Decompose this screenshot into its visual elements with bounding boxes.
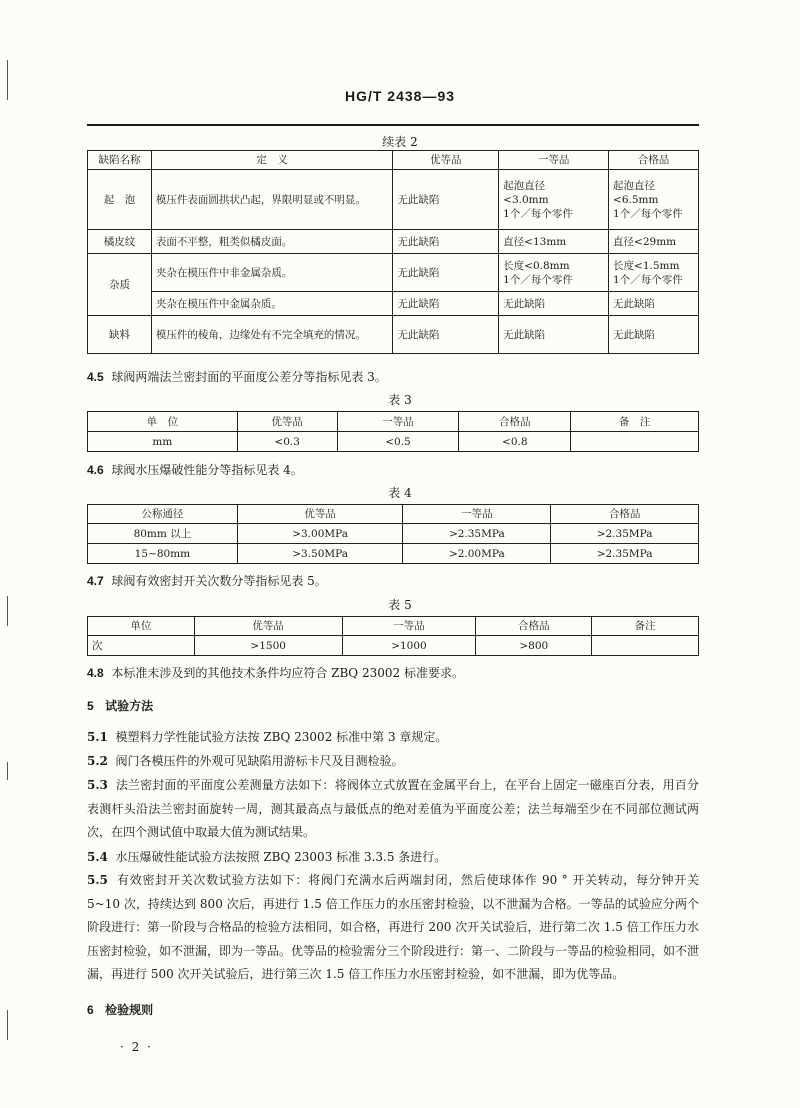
superior-value: 无此缺陷 [393, 254, 499, 292]
superior-value: 无此缺陷 [393, 170, 499, 230]
first-value: 起泡直径 <3.0mm 1个／每个零件 [499, 170, 609, 230]
qualified-value: 无此缺陷 [609, 316, 699, 354]
table3-header-cell: 一等品 [337, 412, 459, 432]
flatness-table [87, 411, 699, 452]
superior-value: 无此缺陷 [393, 316, 499, 354]
section-number: 6 [87, 1003, 94, 1017]
table2-header-cell: 定 义 [151, 151, 392, 170]
section-number: 4.5 [87, 370, 104, 384]
section-number: 5.2 [87, 754, 108, 768]
section-title: 试验方法 [105, 699, 154, 713]
table3-header-cell: 合格品 [459, 412, 571, 432]
burst-pressure-table [87, 504, 699, 564]
defect-table [87, 150, 699, 354]
superior-value: >1500 [194, 636, 342, 656]
table-row [88, 170, 699, 230]
qualified-value: <0.8 [459, 432, 571, 452]
section-number: 4.8 [87, 666, 104, 680]
section-5-5 [87, 869, 699, 987]
table3-caption: 表 3 [388, 393, 412, 407]
superior-value: >3.00MPa [237, 524, 403, 544]
scan-edge-mark [7, 1010, 8, 1040]
superior-value: 无此缺陷 [393, 230, 499, 254]
table5-header-cell: 单位 [88, 617, 195, 636]
table4-header-cell: 一等品 [403, 505, 551, 524]
table3-header-cell: 优等品 [237, 412, 337, 432]
section-5-3 [87, 774, 699, 845]
qualified-value: 起泡直径 <6.5mm 1个／每个零件 [609, 170, 699, 230]
section-5-2 [87, 750, 699, 774]
section-number: 5.3 [87, 778, 108, 792]
table-row [88, 544, 699, 564]
first-value: >2.00MPa [403, 544, 551, 564]
table5-header-cell: 优等品 [194, 617, 342, 636]
section-text: 本标准未涉及到的其他技术条件均应符合 ZBQ 23002 标准要求。 [111, 666, 464, 680]
defect-definition: 模压件表面圆拱状凸起，界限明显或不明显。 [151, 170, 392, 230]
first-value: <0.5 [337, 432, 459, 452]
qualified-value: >2.35MPa [551, 524, 699, 544]
cycles-table [87, 616, 699, 656]
superior-value: <0.3 [237, 432, 337, 452]
scan-edge-mark [7, 762, 8, 780]
table4-header-cell: 优等品 [237, 505, 403, 524]
defect-name: 杂质 [88, 254, 152, 316]
first-value: >1000 [342, 636, 476, 656]
section-text: 球阀有效密封开关次数分等指标见表 5。 [111, 574, 327, 588]
section-text: 球阀水压爆破性能分等指标见表 4。 [111, 463, 303, 477]
table4-header-cell: 合格品 [551, 505, 699, 524]
diameter-cell: 15~80mm [88, 544, 238, 564]
qualified-value: >2.35MPa [551, 544, 699, 564]
section-text: 模塑料力学性能试验方法按 ZBQ 23002 标准中第 3 章规定。 [115, 730, 448, 744]
section-text: 球阀两端法兰密封面的平面度公差分等指标见表 3。 [111, 370, 387, 384]
first-value: 直径<13mm [499, 230, 609, 254]
defect-name: 起 泡 [88, 170, 152, 230]
table-row [88, 230, 699, 254]
section-text: 阀门各模压件的外观可见缺陷用游标卡尺及目测检验。 [115, 754, 404, 768]
qualified-value: 长度<1.5mm 1个／每个零件 [609, 254, 699, 292]
section-4-8 [87, 664, 464, 682]
superior-value: >3.50MPa [237, 544, 403, 564]
section-4-7 [87, 572, 327, 590]
qualified-value: >800 [476, 636, 592, 656]
defect-name: 缺料 [88, 316, 152, 354]
section-number: 5 [87, 699, 94, 713]
section-number: 5.1 [87, 730, 108, 744]
first-value: 无此缺陷 [499, 292, 609, 316]
section-5-4 [87, 846, 699, 870]
note-cell [592, 636, 699, 656]
section-number: 5.5 [87, 873, 108, 887]
section-text: 有效密封开关次数试验方法如下：将阀门充满水后两端封闭，然后使球体作 90 ° 开关转动，每分钟开关 5~10 次，持续达到 800 次后，再进行 1.5 倍工作压力的水压密封检验，以不泄漏为合格。一等品的试验应分两个阶段进行：第一阶段与合格品的检验方法相同，如合格，再进行 200 次开关试验后，进行第二次 1.5 倍工作压力水压密封检验，如不泄漏，即为一等品。优等品的检验需分三个阶段进行：第一、二阶段与一等品的检验相同，如不泄漏，再进行 500 次开关试验后，进行第三次 1.5 倍工作压力水压密封检验，如不泄漏，即为优等品。 [87, 873, 700, 981]
table4-header-cell: 公称通径 [88, 505, 238, 524]
unit-cell: mm [88, 432, 238, 452]
table-row [88, 636, 699, 656]
table5-header-cell: 一等品 [342, 617, 476, 636]
first-value: 无此缺陷 [499, 316, 609, 354]
section-number: 5.4 [87, 850, 108, 864]
section-4-6 [87, 461, 303, 479]
first-value: 长度<0.8mm 1个／每个零件 [499, 254, 609, 292]
section-text: 法兰密封面的平面度公差测量方法如下：将阀体立式放置在金属平台上，在平台上固定一磁座百分表，用百分表测杆头沿法兰密封面旋转一周，测其最高点与最低点的绝对差值为平面度公差；法兰每端至少在不同部位测试两次，在四个测试值中取最大值为测试结果。 [87, 778, 699, 839]
defect-definition: 夹杂在模压件中非金属杂质。 [151, 254, 392, 292]
qualified-value: 无此缺陷 [609, 292, 699, 316]
first-value: >2.35MPa [403, 524, 551, 544]
table3-header-cell: 单 位 [88, 412, 238, 432]
unit-cell: 次 [88, 636, 195, 656]
section-5-1 [87, 726, 699, 750]
section-number: 4.7 [87, 574, 104, 588]
section-text: 水压爆破性能试验方法按照 ZBQ 23003 标准 3.3.5 条进行。 [115, 850, 447, 864]
table4-caption: 表 4 [388, 486, 412, 500]
table-row [88, 292, 699, 316]
table5-caption: 表 5 [388, 598, 412, 612]
defect-name: 橘皮纹 [88, 230, 152, 254]
defect-definition: 模压件的棱角，边缘处有不完全填充的情况。 [151, 316, 392, 354]
table2-header-cell: 合格品 [609, 151, 699, 170]
table2-caption: 续表 2 [382, 135, 418, 149]
section-title: 检验规则 [105, 1003, 154, 1017]
scan-edge-mark [7, 60, 8, 100]
document-code: HG/T 2438—93 [344, 88, 456, 104]
table5-header-cell: 备注 [592, 617, 699, 636]
table2-header-cell: 缺陷名称 [88, 151, 152, 170]
table5-header-cell: 合格品 [476, 617, 592, 636]
diameter-cell: 80mm 以上 [88, 524, 238, 544]
table-row [88, 432, 699, 452]
page-number: · 2 · [120, 1040, 153, 1054]
qualified-value: 直径<29mm [609, 230, 699, 254]
header-rule [87, 124, 699, 126]
table-row [88, 316, 699, 354]
note-cell [571, 432, 699, 452]
table-row [88, 254, 699, 292]
section-4-5 [87, 368, 387, 386]
defect-definition: 夹杂在模压件中金属杂质。 [151, 292, 392, 316]
table3-header-cell: 备 注 [571, 412, 699, 432]
table-row [88, 524, 699, 544]
section-6-heading [87, 1001, 153, 1019]
defect-definition: 表面不平整，粗类似橘皮面。 [151, 230, 392, 254]
section-5-heading [87, 697, 153, 715]
superior-value: 无此缺陷 [393, 292, 499, 316]
table2-header-cell: 优等品 [393, 151, 499, 170]
section-number: 4.6 [87, 463, 104, 477]
table2-header-cell: 一等品 [499, 151, 609, 170]
